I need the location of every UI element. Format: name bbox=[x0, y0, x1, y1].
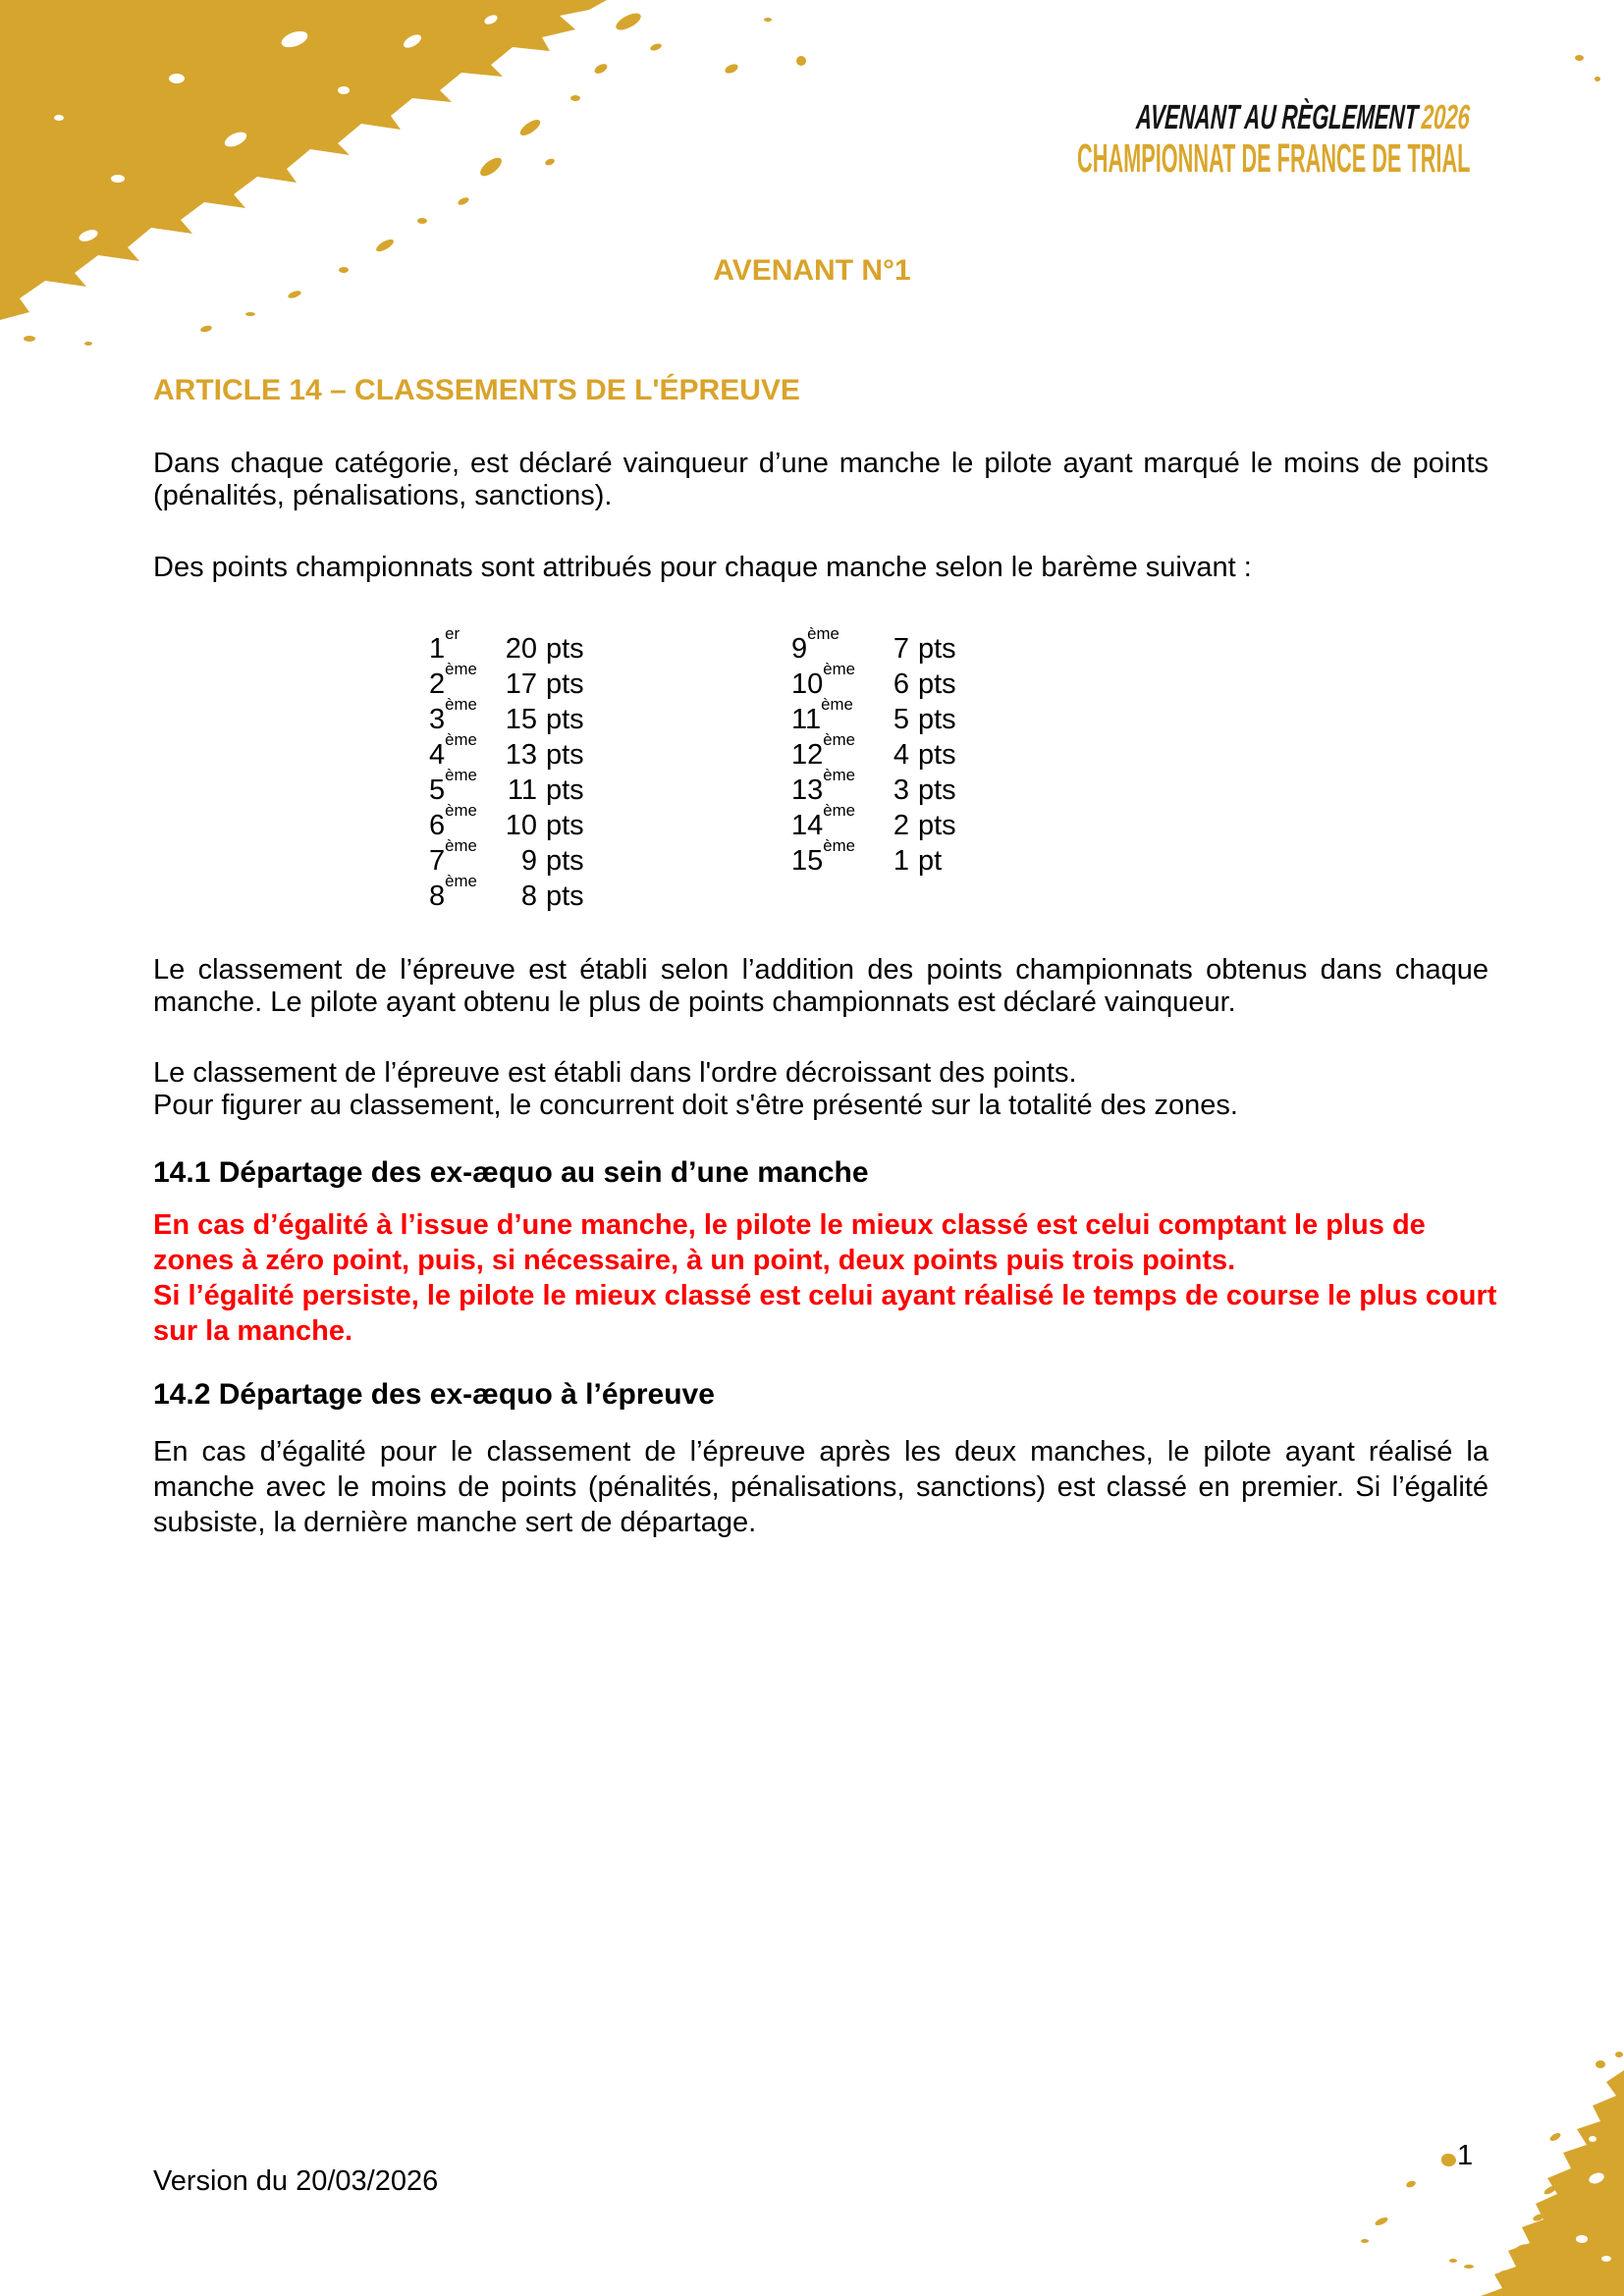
article-heading: ARTICLE 14 – CLASSEMENTS DE L'ÉPREUVE bbox=[153, 374, 800, 406]
rank-label: 1er bbox=[429, 623, 460, 665]
points-value: 11 bbox=[507, 774, 537, 806]
ranking-presence-line: Pour figurer au classement, le concurrent doit s'être présenté sur la totalité des zones. bbox=[153, 1090, 1238, 1121]
brand-title-year: 2026 bbox=[1420, 98, 1472, 136]
points-value: 2 bbox=[893, 810, 909, 841]
points-unit: pt bbox=[918, 845, 943, 877]
points-row bbox=[791, 659, 956, 702]
rank-label: 8ème bbox=[429, 871, 477, 912]
points-value: 3 bbox=[893, 774, 909, 806]
points-unit: pts bbox=[546, 881, 584, 912]
rank-label: 13ème bbox=[791, 765, 855, 806]
rank-suffix: ème bbox=[823, 765, 855, 784]
rank-suffix: ème bbox=[807, 623, 839, 643]
rank-suffix: ème bbox=[823, 659, 855, 678]
rank-label: 15ème bbox=[791, 835, 855, 877]
points-row bbox=[791, 694, 956, 737]
points-unit: pts bbox=[918, 704, 956, 735]
document-title: AVENANT N°1 bbox=[713, 254, 911, 287]
points-unit: pts bbox=[918, 633, 956, 665]
rank-label: 11ème bbox=[791, 694, 853, 735]
rank-label: 7ème bbox=[429, 835, 477, 877]
rank-suffix: ème bbox=[445, 871, 477, 890]
rank-label: 2ème bbox=[429, 659, 477, 700]
points-row bbox=[791, 765, 956, 808]
rank-label: 3ème bbox=[429, 694, 477, 735]
points-value: 10 bbox=[505, 810, 537, 841]
points-unit: pts bbox=[918, 668, 956, 700]
points-unit: pts bbox=[546, 810, 584, 841]
points-unit: pts bbox=[918, 774, 956, 806]
section-14-2-heading: 14.2 Départage des ex-æquo à l’épreuve bbox=[153, 1378, 715, 1411]
points-value: 4 bbox=[893, 739, 909, 771]
points-value: 9 bbox=[520, 845, 537, 877]
rank-label: 14ème bbox=[791, 800, 855, 841]
points-unit: pts bbox=[546, 774, 584, 806]
paint-splatter-top-left bbox=[0, 0, 844, 353]
points-value: 20 bbox=[505, 633, 537, 665]
points-table-right bbox=[791, 623, 956, 879]
section-14-1-heading: 14.1 Départage des ex-æquo au sein d’une manche bbox=[153, 1156, 869, 1189]
paint-speck bbox=[1575, 55, 1584, 61]
version-label: Version du 20/03/2026 bbox=[153, 2165, 439, 2197]
points-unit: pts bbox=[546, 633, 584, 665]
points-row bbox=[791, 800, 956, 843]
points-value: 15 bbox=[505, 704, 537, 735]
tiebreak-event-rule: En cas d’égalité pour le classement de l’épreuve après les deux manches, le pilote ayant réalisé la manche avec le moins de points (pénalités, pénalisations, sanctions) est classé en premier. Si l’égalité subsiste, la dernière manche sert de départage. bbox=[153, 1436, 1489, 1538]
points-unit: pts bbox=[918, 739, 956, 771]
points-value: 8 bbox=[520, 881, 537, 912]
tiebreak-heat-rule-sentence-1: En cas d’égalité à l’issue d’une manche, le pilote le mieux classé est celui comptant le plus de zones à zéro point, puis, si nécessaire, à un point, deux points puis trois points. bbox=[153, 1209, 1426, 1276]
tiebreak-heat-rule-sentence-2: Si l’égalité persiste, le pilote le mieux classé est celui ayant réalisé le temps de course le plus court sur la manche. bbox=[153, 1280, 1497, 1347]
brand-title-black: AVENANT AU RÈGLEMENT bbox=[1135, 98, 1420, 136]
paragraph-ranking-order bbox=[153, 1057, 1528, 1122]
rank-suffix: ème bbox=[821, 694, 853, 714]
tiebreak-heat-rule bbox=[153, 1207, 1500, 1349]
paragraph-event-ranking: Le classement de l’épreuve est établi selon l’addition des points championnats obtenus dans chaque manche. Le pilote ayant obtenu le plus de points championnats est déclaré vainqueur. bbox=[153, 954, 1489, 1018]
rank-suffix: er bbox=[445, 623, 460, 643]
points-row bbox=[429, 871, 584, 914]
rank-label: 9ème bbox=[791, 623, 839, 665]
rank-label: 12ème bbox=[791, 729, 855, 771]
points-unit: pts bbox=[918, 810, 956, 841]
page-number: 1 bbox=[1457, 2140, 1474, 2171]
points-value: 7 bbox=[893, 633, 909, 665]
rank-suffix: ème bbox=[823, 800, 855, 820]
rank-suffix: ème bbox=[445, 659, 477, 678]
paint-splatter-bottom-right bbox=[1300, 2031, 1624, 2296]
rank-label: 6ème bbox=[429, 800, 477, 841]
paragraph-winner-rule: Dans chaque catégorie, est déclaré vainqueur d’une manche le pilote ayant marqué le moins de points (pénalités, pénalisations, sanctions). bbox=[153, 448, 1489, 511]
ranking-order-line: Le classement de l’épreuve est établi dans l'ordre décroissant des points. bbox=[153, 1057, 1077, 1089]
rank-label: 10ème bbox=[791, 659, 855, 700]
points-row bbox=[791, 835, 956, 879]
rank-suffix: ème bbox=[445, 835, 477, 855]
points-table-left bbox=[429, 623, 584, 914]
brand-subtitle: CHAMPIONNAT DE FRANCE DE TRIAL bbox=[1076, 135, 1470, 181]
points-value: 13 bbox=[505, 739, 537, 771]
points-unit: pts bbox=[546, 704, 584, 735]
paragraph-points-intro: Des points championnats sont attribués pour chaque manche selon le barème suivant : bbox=[153, 552, 1252, 583]
points-value: 1 bbox=[893, 845, 909, 877]
rank-suffix: ème bbox=[823, 729, 855, 749]
rank-suffix: ème bbox=[445, 729, 477, 749]
rank-suffix: ème bbox=[445, 800, 477, 820]
rank-suffix: ème bbox=[823, 835, 855, 855]
points-unit: pts bbox=[546, 845, 584, 877]
rank-label: 4ème bbox=[429, 729, 477, 771]
rank-label: 5ème bbox=[429, 765, 477, 806]
points-value: 17 bbox=[505, 668, 537, 700]
points-value: 5 bbox=[893, 704, 909, 735]
points-value: 6 bbox=[893, 668, 909, 700]
points-unit: pts bbox=[546, 668, 584, 700]
points-unit: pts bbox=[546, 739, 584, 771]
points-row bbox=[791, 623, 956, 667]
rank-suffix: ème bbox=[445, 765, 477, 784]
points-row bbox=[791, 729, 956, 773]
brand-title bbox=[1135, 98, 1471, 137]
paint-speck bbox=[1595, 77, 1600, 81]
rank-suffix: ème bbox=[445, 694, 477, 714]
